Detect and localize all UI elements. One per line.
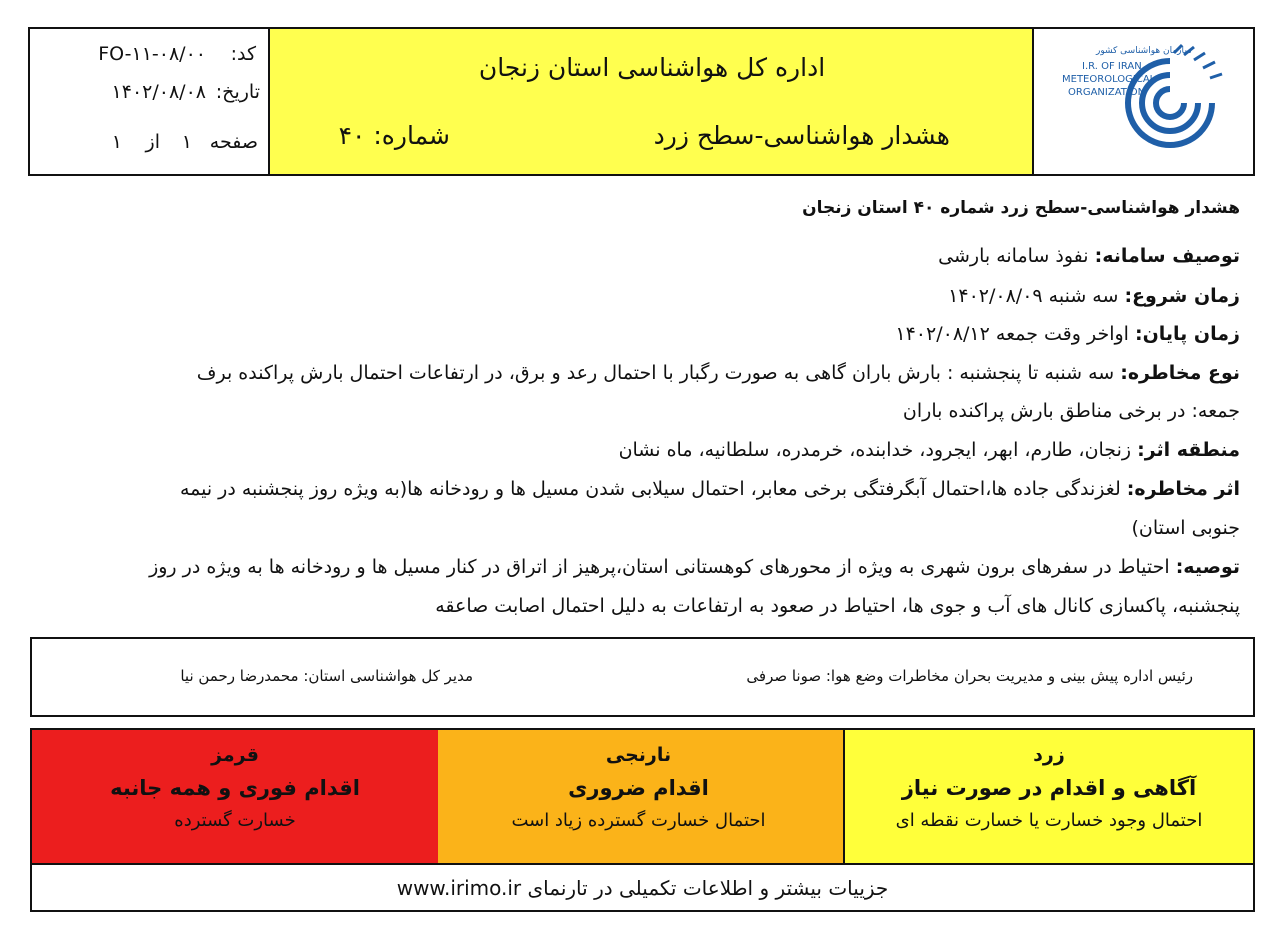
level-orange: [432, 730, 845, 863]
head-name: صونا صرفی: [746, 667, 822, 685]
date-label: تاریخ:: [215, 81, 260, 103]
system-label: توصیف سامانه:: [1094, 245, 1240, 267]
logo-cell: [1032, 29, 1253, 174]
warning-levels-table: [30, 728, 1255, 912]
director-name: محمدرضا رحمن نیا: [180, 667, 299, 685]
director-signature: [180, 667, 473, 685]
level-name: زرد: [1033, 744, 1065, 766]
effect-label: اثر مخاطره:: [1126, 478, 1240, 500]
page-of: از: [145, 131, 160, 153]
head-label: رئیس اداره پیش بینی و مدیریت بحران مخاطرات وضع هوا:: [825, 667, 1193, 685]
advice-label: توصیه:: [1175, 556, 1240, 578]
org-title: اداره کل هواشناسی استان زنجان: [478, 53, 826, 82]
logo-text-en-1: I.R. OF IRAN: [1082, 61, 1142, 72]
level-yellow: [845, 730, 1253, 863]
hazard-label: نوع مخاطره:: [1120, 362, 1240, 384]
system-value: نفوذ سامانه بارشی: [938, 245, 1089, 267]
advice-row: [149, 556, 1240, 578]
footer-text: جزییات بیشتر و اطلاعات تکمیلی در تارنمای: [527, 876, 889, 900]
advice-value-line2: پنجشنبه، پاکسازی کانال های آب و جوی ها، احتیاط در صعود به ارتفاعات به دلیل احتمال اصابت صاعقه: [435, 595, 1240, 617]
system-row: [938, 245, 1240, 267]
signature-box: [30, 637, 1255, 717]
level-name: نارنجی: [605, 744, 672, 766]
code-label: کد:: [230, 43, 256, 65]
advice-value: احتیاط در سفرهای برون شهری به ویژه از محورهای کوهستانی استان،پرهیز از اتراق در کنار مسیل ها و رودخانه ها به ویژه در روز: [149, 556, 1170, 578]
level-description: احتمال خسارت گسترده زیاد است: [511, 810, 766, 831]
hazard-row: [197, 362, 1240, 384]
date-value: ۱۴۰۲/۰۸/۰۸: [111, 81, 206, 103]
level-action: اقدام فوری و همه جانبه: [110, 776, 360, 800]
page-total: ۱: [111, 131, 122, 153]
level-name: قرمز: [211, 744, 259, 766]
end-value: اواخر وقت جمعه ۱۴۰۲/۰۸/۱۲: [895, 323, 1129, 345]
effect-row: [180, 478, 1240, 500]
hazard-value-line2: جمعه: در برخی مناطق بارش پراکنده باران: [902, 400, 1240, 422]
page-current: ۱: [181, 131, 192, 153]
end-row: [895, 323, 1240, 345]
logo-text-fa: سازمان هواشناسی کشور: [1096, 46, 1192, 56]
bulletin-title: هشدار هواشناسی-سطح زرد: [653, 121, 950, 150]
header-table: [28, 27, 1255, 176]
logo-text-en-3: ORGANIZATION: [1068, 87, 1146, 98]
effect-value: لغزندگی جاده ها،احتمال آبگرفتگی برخی معابر، احتمال سیلابی شدن مسیل ها و رودخانه ها(به ویژه روز پنجشنبه در نیمه: [179, 478, 1121, 500]
level-description: احتمال وجود خسارت یا خسارت نقطه ای: [895, 810, 1203, 831]
bulletin-number: [339, 121, 450, 150]
start-row: [948, 285, 1240, 307]
number-label: شماره:: [373, 121, 450, 150]
level-description: خسارت گسترده: [174, 810, 296, 831]
end-label: زمان پایان:: [1134, 323, 1240, 345]
hazard-value: سه شنبه تا پنجشنبه : بارش باران گاهی به صورت رگبار با احتمال رعد و برق، در ارتفاعات احتمال بارش پراکنده برف: [196, 362, 1115, 384]
head-signature: [746, 667, 1193, 685]
logo-text-en-2: METEOROLOGICAL: [1062, 74, 1156, 85]
level-red: [32, 730, 438, 863]
code-value: FO-۱۱-۰۸/۰۰: [98, 43, 206, 65]
start-label: زمان شروع:: [1124, 285, 1240, 307]
title-cell: [268, 29, 1032, 174]
footer-note: [32, 863, 1253, 910]
area-row: [619, 439, 1240, 461]
level-action: اقدام ضروری: [568, 776, 709, 800]
area-label: منطقه اثر:: [1137, 439, 1240, 461]
website-link[interactable]: www.irimo.ir: [396, 876, 522, 900]
number-value: ۴۰: [338, 121, 366, 150]
area-value: زنجان، طارم، ابهر، ایجرود، خدابنده، خرمدره، سلطانیه، ماه نشان: [618, 439, 1132, 461]
page-label: صفحه: [209, 131, 258, 153]
start-value: سه شنبه ۱۴۰۲/۰۸/۰۹: [948, 285, 1119, 307]
director-label: مدیر کل هواشناسی استان:: [303, 667, 473, 685]
meta-cell: [30, 29, 268, 174]
level-action: آگاهی و اقدام در صورت نیاز: [901, 776, 1197, 800]
bulletin-heading: هشدار هواشناسی-سطح زرد شماره ۴۰ استان زنجان: [802, 198, 1240, 218]
effect-value-line2: جنوبی استان): [1131, 517, 1240, 539]
irimo-logo: [1062, 41, 1232, 165]
